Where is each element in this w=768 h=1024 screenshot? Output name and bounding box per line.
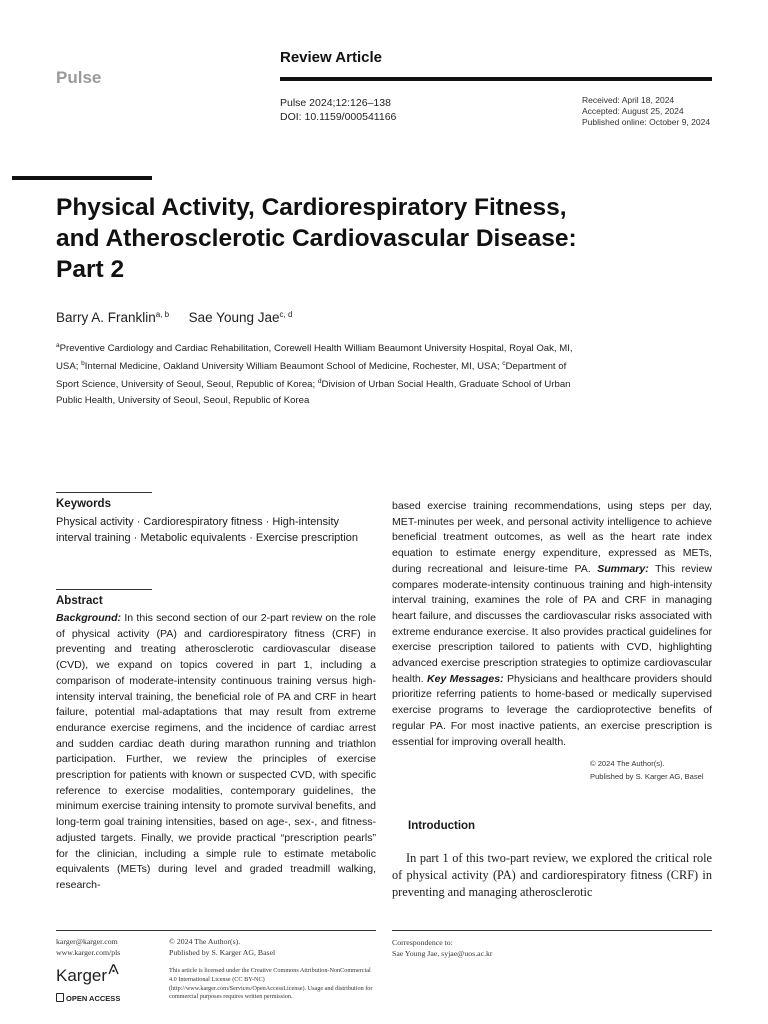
publisher-line: Published by S. Karger AG, Basel bbox=[590, 772, 704, 781]
date-published: Published online: October 9, 2024 bbox=[582, 117, 711, 127]
citation-doi[interactable]: DOI: 10.1159/000541166 bbox=[280, 111, 397, 123]
affil-sup: d bbox=[317, 378, 322, 386]
affiliations bbox=[56, 338, 586, 408]
karger-mark-icon bbox=[108, 964, 119, 975]
footer-rule-right bbox=[392, 930, 712, 931]
header-rule bbox=[280, 77, 712, 81]
footer-copyright-line: © 2024 The Author(s). bbox=[169, 937, 241, 946]
author-affil-sup: a, b bbox=[155, 310, 170, 319]
copyright-line: © 2024 The Author(s). bbox=[590, 759, 665, 768]
footer-rule-left bbox=[56, 930, 376, 931]
affil-sup: b bbox=[81, 360, 85, 368]
affil-text: Preventive Cardiology and Cardiac Rehabilitation, Corewell Health William Beaumont University Hospital, Royal Oak, MI, USA; bbox=[56, 343, 573, 373]
publisher-email[interactable]: karger@karger.com bbox=[56, 937, 118, 946]
open-access-label: OPEN ACCESS bbox=[66, 994, 121, 1003]
open-access-badge bbox=[56, 993, 120, 1003]
abstract-background-text: In this second section of our 2-part review on the role of physical activity (PA) and cardiorespiratory fitness (CRF) in preventing and treating atherosclerotic cardiovascular disease (CVD), we expand on topics covered in part 1, including a comparison of moderate-intensity continuous training versus high-intensity interval training, the beneficial role of PA and CRF in heart failure, potential mal-adaptations that may result from extreme endurance exercise regimens, and the incidence of cardiac arrest and sudden cardiac death during marathon running and triathlon participation. Further, we review the principles of exercise prescription for patients with known or suspected CVD, with specific reference to exercise modalities, contemporary guidelines, the minimum exercise training intensity to promote survival benefits, and long-term goal training intensities, based on age-, sex-, and fitness-adjusted targets. Finally, we provide practical “prescription pearls” for the clinician, including a simple rule to estimate metabolic equivalents (METs) during level and graded treadmill walking, research- bbox=[56, 612, 376, 891]
affil-text: Division of Urban Social Health, Graduate School of Urban Public Health, University of Seoul, Seoul, Republic of Korea bbox=[56, 379, 571, 406]
abstract-copyright bbox=[590, 757, 704, 783]
footer-publisher-line: Published by S. Karger AG, Basel bbox=[169, 948, 276, 957]
citation-volume: Pulse 2024;12:126–138 bbox=[280, 97, 391, 109]
article-title: Physical Activity, Cardiorespiratory Fitness, and Atherosclerotic Cardiovascular Disease: Part 2 bbox=[56, 194, 577, 283]
author-name[interactable]: Barry A. Franklin bbox=[56, 310, 156, 325]
author-affil-sup: c, d bbox=[279, 310, 293, 319]
affil-sup: a bbox=[56, 342, 60, 349]
abstract-rule bbox=[56, 589, 152, 590]
introduction-heading: Introduction bbox=[408, 820, 476, 832]
abstract-summary-label: Summary: bbox=[597, 562, 649, 575]
abstract-background-label: Background: bbox=[56, 612, 122, 624]
title-rule bbox=[12, 176, 152, 180]
journal-name: Pulse bbox=[56, 68, 102, 87]
affil-text: Internal Medicine, Oakland University William Beaumont School of Medicine, Rochester, MI, USA; bbox=[84, 361, 503, 373]
abstract-text bbox=[56, 611, 376, 894]
date-accepted: Accepted: August 25, 2024 bbox=[582, 106, 684, 116]
author-name[interactable]: Sae Young Jae bbox=[188, 310, 280, 325]
correspondence bbox=[392, 937, 493, 959]
publisher-website[interactable]: www.karger.com/pls bbox=[56, 948, 121, 957]
license-text: This article is licensed under the Creative Commons Attribution-NonCommercial 4.0 International License (CC BY-NC) (http://www.karger.com/Services/OpenAccessLicense). Usage and distribution for commercial purposes requires written permission. bbox=[169, 967, 373, 1001]
keywords-text: Physical activity · Cardiorespiratory fitness · High-intensity interval training · Metabolic equivalents · Exercise prescription bbox=[56, 516, 359, 544]
citation bbox=[280, 96, 396, 124]
abstract-key-text: Physicians and healthcare providers should prioritize referring patients to home-based or medically supervised exercise programs to leverage the cardioprotective benefits of regular PA. For most inactive patients, an exercise prescription is essential for improving overall health. bbox=[392, 672, 712, 748]
abstract-continued bbox=[392, 499, 712, 750]
introduction-text: In part 1 of this two-part review, we explored the critical role of physical activity (PA) and cardiorespiratory fitness (CRF) in preventing and managing atherosclerotic bbox=[392, 851, 712, 899]
publisher-contact bbox=[56, 936, 120, 958]
keywords-rule bbox=[56, 492, 152, 493]
affil-text: Department of Sport Science, University of Seoul, Seoul, Republic of Korea; bbox=[56, 361, 567, 391]
article-type: Review Article bbox=[280, 49, 382, 66]
correspondence-label: Correspondence to: bbox=[392, 938, 453, 947]
footer-copyright bbox=[169, 936, 275, 958]
affil-sup: c bbox=[502, 360, 506, 368]
author-list bbox=[56, 310, 292, 325]
correspondence-contact[interactable]: Sae Young Jae, syjae@uos.ac.kr bbox=[392, 949, 493, 958]
logo-text: Karger bbox=[56, 966, 108, 985]
abstract-heading: Abstract bbox=[56, 595, 103, 607]
karger-logo bbox=[56, 966, 119, 986]
open-lock-icon bbox=[56, 993, 64, 1002]
abstract-key-label: Key Messages: bbox=[427, 672, 504, 685]
abstract-continued-text: based exercise training recommendations, using steps per day, MET-minutes per week, and personal activity intelligence to achieve beneficial treatment outcomes, as well as the heart rate index equation to estimate energy expenditure, expressed as METs, during recreational and leisure-time PA. bbox=[392, 500, 712, 575]
keywords-heading: Keywords bbox=[56, 498, 111, 510]
date-received: Received: April 18, 2024 bbox=[582, 95, 675, 105]
article-dates bbox=[582, 95, 710, 128]
abstract-summary-text: This review compares moderate-intensity continuous training and high-intensity interval training, examines the role of PA and CRF in managing heart failure, and discusses the cardiovascular risks associated with extreme endurance exercise. It also provides practical guidelines for exercise prescription tailored to patients with CVD, highlighting advanced exercise prescription strategies to optimize cardiovascular health. bbox=[392, 562, 712, 685]
